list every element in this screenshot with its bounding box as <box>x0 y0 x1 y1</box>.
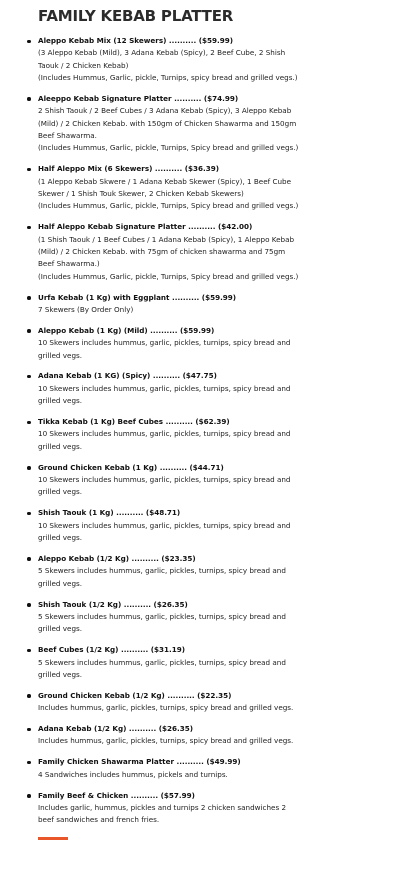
menu-item-title: Beef Cubes (1/2 Kg) .......... ($31.19) <box>38 645 186 655</box>
menu-item-title: Aleppo Kebab (1/2 Kg) .......... ($23.35) <box>38 553 196 563</box>
menu-item <box>38 325 300 362</box>
menu-item <box>38 35 300 84</box>
menu-item-description: (1 Aleppo Kebab Skwere / 1 Adana Kebab Skewer (Spicy), 1 Beef Cube Skewer / 1 Shish Touk Skewer, 2 Chicken Kebab Skewers) <box>38 176 292 198</box>
menu-item-title: Family Beef & Chicken .......... ($57.99) <box>38 790 195 800</box>
menu-item-description: (Includes Hummus, Garlic, pickle, Turnips, Spicy bread and grilled vegs.) <box>38 271 299 281</box>
menu-item <box>38 221 300 283</box>
menu-item-description: 10 Skewers includes hummus, garlic, pickles, turnips, spicy bread and grilled vegs. <box>38 338 291 360</box>
menu-item-description: 10 Skewers includes hummus, garlic, pickles, turnips, spicy bread and grilled vegs. <box>38 429 291 451</box>
menu-item-title: Aleppo Kebab Mix (12 Skewers) .......... ($59.99) <box>38 36 234 45</box>
menu-list <box>38 35 300 827</box>
menu-item <box>38 756 300 781</box>
menu-item <box>38 790 300 827</box>
menu-item-title: Urfa Kebab (1 Kg) with Eggplant .......... ($59.99) <box>38 292 237 302</box>
menu-item-title: Ground Chicken Kebab (1/2 Kg) .......... ($22.35) <box>38 690 232 700</box>
menu-item-title: Adana Kebab (1/2 Kg) .......... ($26.35) <box>38 724 194 734</box>
menu-item-description: 7 Skewers (By Order Only) <box>38 304 134 314</box>
menu-item <box>38 93 300 155</box>
menu-item-title: Shish Taouk (1/2 Kg) .......... ($26.35) <box>38 599 188 609</box>
menu-item <box>38 292 300 317</box>
menu-item-description: (Includes Hummus, Garlic, pickle, Turnips, spicy bread and grilled vegs.) <box>38 73 298 83</box>
menu-item <box>38 416 300 453</box>
menu-item <box>38 163 300 212</box>
menu-item-description: (Includes Hummus, Garlic, pickle, Turnips, Spicy bread and grilled vegs.) <box>38 143 299 153</box>
menu-item <box>38 462 300 499</box>
menu-item-description: 2 Shish Taouk / 2 Beef Cubes / 3 Adana Kebab (Spicy), 3 Aleppo Kebab (Mild) / 2 Chicken Kebab. with 150gm of Chicken Shawarma and 150gm Beef Shawarma. <box>38 106 297 140</box>
menu-item <box>38 599 300 636</box>
menu-item-description: (3 Aleppo Kebab (Mild), 3 Adana Kebab (Spicy), 2 Beef Cube, 2 Shish Taouk / 2 Chicken Kebab) <box>38 48 286 70</box>
menu-item-title: Tikka Kebab (1 Kg) Beef Cubes .......... ($62.39) <box>38 417 230 427</box>
menu-item-title: Aleeppo Kebab Signature Platter .......... ($74.99) <box>38 93 239 103</box>
menu-item-title: Aleppo Kebab (1 Kg) (Mild) .......... ($59.99) <box>38 325 215 335</box>
menu-item-title: Half Aleppo Kebab Signature Platter .......... ($42.00) <box>38 222 253 232</box>
menu-item <box>38 370 300 407</box>
menu-item-description: 10 Skewers includes hummus, garlic, pickles, turnips, spicy bread and grilled vegs. <box>38 383 291 406</box>
menu-item-title: Shish Taouk (1 Kg) .......... ($48.71) <box>38 508 181 518</box>
menu-item <box>38 507 300 544</box>
menu-item-title: Half Aleppo Mix (6 Skewers) .......... ($36.39) <box>38 164 220 174</box>
menu-item-description: 4 Sandwiches includes hummus, pickels and turnips. <box>38 769 228 779</box>
menu-item-description: Includes garlic, hummus, pickles and turnips 2 chicken sandwiches 2 beef sandwiches and french fries. <box>38 803 287 825</box>
menu-item-description: (Includes Hummus, Garlic, pickle, Turnips, Spicy bread and grilled vegs.) <box>38 201 299 211</box>
menu-item-title: Family Chicken Shawarma Platter .......... ($49.99) <box>38 757 241 767</box>
menu-item-title: Adana Kebab (1 KG) (Spicy) .......... ($47.75) <box>38 371 217 381</box>
menu-item-description: 5 Skewers includes hummus, garlic, pickles, turnips, spicy bread and grilled vegs. <box>38 657 286 679</box>
menu-item-description: Includes hummus, garlic, pickles, turnips, spicy bread and grilled vegs. <box>38 703 294 713</box>
accent-divider <box>38 837 68 840</box>
menu-item <box>38 553 300 590</box>
menu-item-description: (1 Shish Taouk / 1 Beef Cubes / 1 Adana Kebab (Spicy), 1 Aleppo Kebab (Mild) / 2 Chicken Kebab. with 75gm of chicken shawarma and 75gm Beef Shawarma.) <box>38 234 295 269</box>
menu-item <box>38 723 300 748</box>
menu-item-title: Ground Chicken Kebab (1 Kg) .......... ($44.71) <box>38 462 224 472</box>
menu-item-description: 5 Skewers includes hummus, garlic, pickles, turnips, spicy bread and grilled vegs. <box>38 566 286 588</box>
menu-item-description: 10 Skewers includes hummus, garlic, pickles, turnips, spicy bread and grilled vegs. <box>38 520 291 543</box>
menu-item-description: 5 Skewers includes hummus, garlic, pickles, turnips, spicy bread and grilled vegs. <box>38 611 286 634</box>
section-title: FAMILY KEBAB PLATTER <box>38 7 234 25</box>
menu-item-description: Includes hummus, garlic, pickles, turnips, spicy bread and grilled vegs. <box>38 736 294 746</box>
menu-item <box>38 690 300 715</box>
menu-item <box>38 644 300 681</box>
menu-item-description: 10 Skewers includes hummus, garlic, pickles, turnips, spicy bread and grilled vegs. <box>38 475 291 497</box>
